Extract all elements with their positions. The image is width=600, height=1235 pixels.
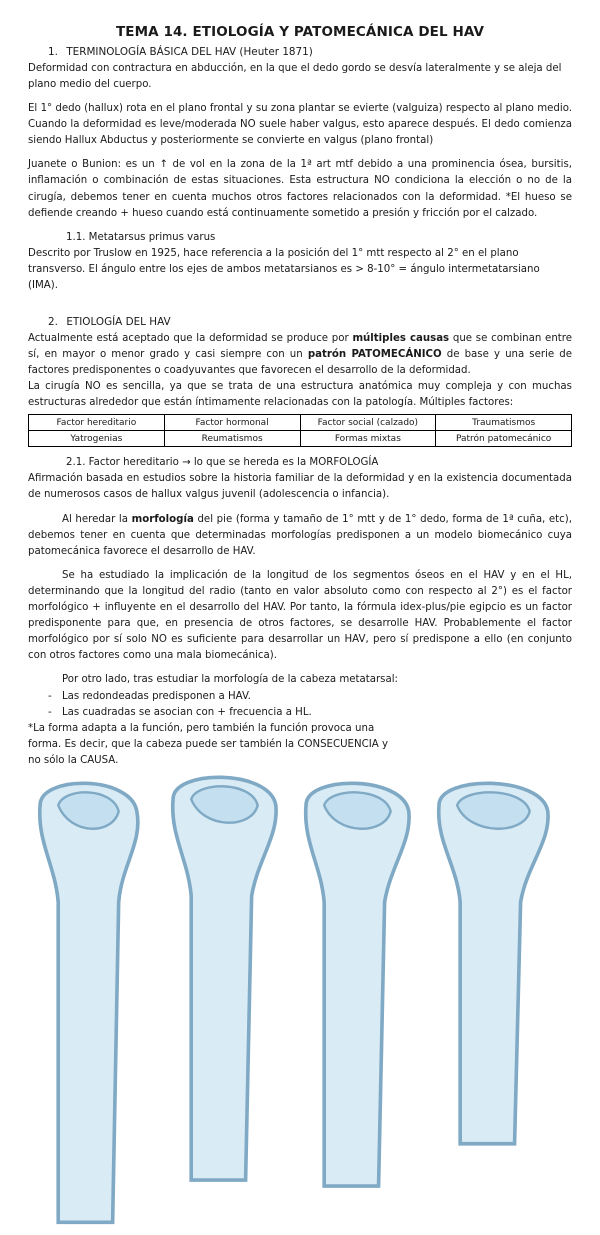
section-1-paragraph-3: Juanete o Bunion: es un ↑ de vol en la zona de la 1ª art mtf debido a una prominencia ósea, bursitis, inflamación o combinación de estas situaciones. Esta estructura NO condiciona la elección o no de la cirugía, debemos tener en cuenta muchos otros factores relacionados con la deformidad. *El hueso se defiende creando + hueso cuando está continuamente sometido a presión y fricción por el calzado.	[28, 159, 572, 219]
section-2-paragraph-5: Se ha estudiado la implicación de la longitud de los segmentos óseos en el HAV y en el HL, determinando que la longitud del radio (tanto en valor absoluto como con respecto al 2°) es el factor morfológico + influyente en el desarrollo del HAV. Por tanto, la fórmula idex-plus/pie egipcio es un factor predisponente para que, en presencia de otros factores, se desarrolle HAV. Probablemente el factor morfológico por sí solo NO es suficiente para desarrollar un HAV, pero sí predispone a ello (en conjunto con otros factores como una mala biomecánica).	[28, 569, 572, 662]
section-2-paragraph-4: Al heredar la morfología del pie (forma y tamaño de 1° mtt y de 1° dedo, forma de 1ª cuña, etc), debemos tener en cuenta que determinadas morfologías predisponen a un modelo biomecánico cuya patomecánica favorece el desarrollo de HAV.	[28, 513, 572, 557]
table-cell: Factor hormonal	[164, 415, 300, 431]
subsection-1-1-heading: 1.1. Metatarsus primus varus	[66, 231, 216, 243]
document-title: TEMA 14. ETIOLOGÍA Y PATOMECÁNICA DEL HAV	[115, 24, 485, 40]
table-cell: Patrón patomecánico	[436, 431, 572, 447]
section-2-paragraph-3: Afirmación basada en estudios sobre la historia familiar de la deformidad y en la existencia documentada de numerosos casos de hallux valgus juvenil (adolescencia o infancia).	[28, 473, 572, 501]
section-1-paragraph-2: El 1° dedo (hallux) rota en el plano frontal y su zona plantar se evierte (valguiza) respecto al plano medio. Cuando la deformidad es leve/moderada NO suele haber valgus, esto aparece después. El dedo comienza siendo Hallux Abductus y posteriormente se convierte en valgus (plano frontal)	[28, 102, 572, 147]
list-item: - Las cuadradas se asocian con + frecuencia a HL.	[48, 705, 400, 721]
section-2-paragraph-6: Por otro lado, tras estudiar la morfología de la cabeza metatarsal:	[62, 674, 398, 686]
metatarsal-bone-2	[173, 777, 276, 1180]
table-cell: Factor hereditario	[29, 415, 165, 431]
table-cell: Factor social (calzado)	[300, 415, 436, 431]
table-cell: Reumatismos	[164, 431, 300, 447]
section-2-heading: 2. ETIOLOGÍA DEL HAV	[48, 316, 171, 329]
head-shape-list	[28, 689, 400, 721]
factors-table	[28, 414, 572, 447]
table-cell: Yatrogenias	[29, 431, 165, 447]
morphology-block	[28, 672, 572, 769]
metatarsal-bone-4	[439, 783, 548, 1143]
section-1-paragraph-1: Deformidad con contractura en abducción, en la que el dedo gordo se desvía lateralmente y se aleja del plano medio del cuerpo.	[28, 62, 562, 90]
section-1-paragraph-4: Descrito por Truslow en 1925, hace referencia a la posición del 1° mtt respecto al 2° en el plano transverso. El ángulo entre los ejes de ambos metatarsianos es > 8-10° = ángulo intermetatarsiano (IMA).	[28, 247, 540, 292]
section-2-paragraph-1: Actualmente está aceptado que la deformidad se produce por múltiples causas que se combinan entre sí, en mayor o menor grado y casi siempre con un patrón PATOMECÁNICO de base y una serie de factores predisponentes o coadyuvantes que favorecen el desarrollo de la deformidad.	[28, 332, 573, 376]
section-2-paragraph-2: La cirugía NO es sencilla, ya que se trata de una estructura anatómica muy compleja y con muchas estructuras alrededor que están íntimamente relacionadas con la patología. Múltiples factores:	[28, 380, 572, 409]
section-2-paragraph-7: *La forma adapta a la función, pero también la función provoca una forma. Es decir, que la cabeza puede ser también la CONSECUENCIA y no sólo la CAUSA.	[28, 722, 388, 767]
subsection-2-1-heading: 2.1. Factor hereditario → lo que se hereda es la MORFOLOGÍA	[66, 457, 379, 469]
table-row	[29, 415, 572, 431]
morphology-text	[28, 672, 400, 769]
table-cell: Traumatismos	[436, 415, 572, 431]
table-row	[29, 431, 572, 447]
table-cell: Formas mixtas	[300, 431, 436, 447]
metatarsal-heads-illustration	[28, 769, 572, 1228]
metatarsal-bone-3	[306, 783, 409, 1186]
metatarsal-bone-1	[40, 783, 138, 1222]
list-item: - Las redondeadas predisponen a HAV.	[48, 689, 400, 705]
section-1-heading: 1. TERMINOLOGÍA BÁSICA DEL HAV (Heuter 1871)	[48, 46, 313, 59]
